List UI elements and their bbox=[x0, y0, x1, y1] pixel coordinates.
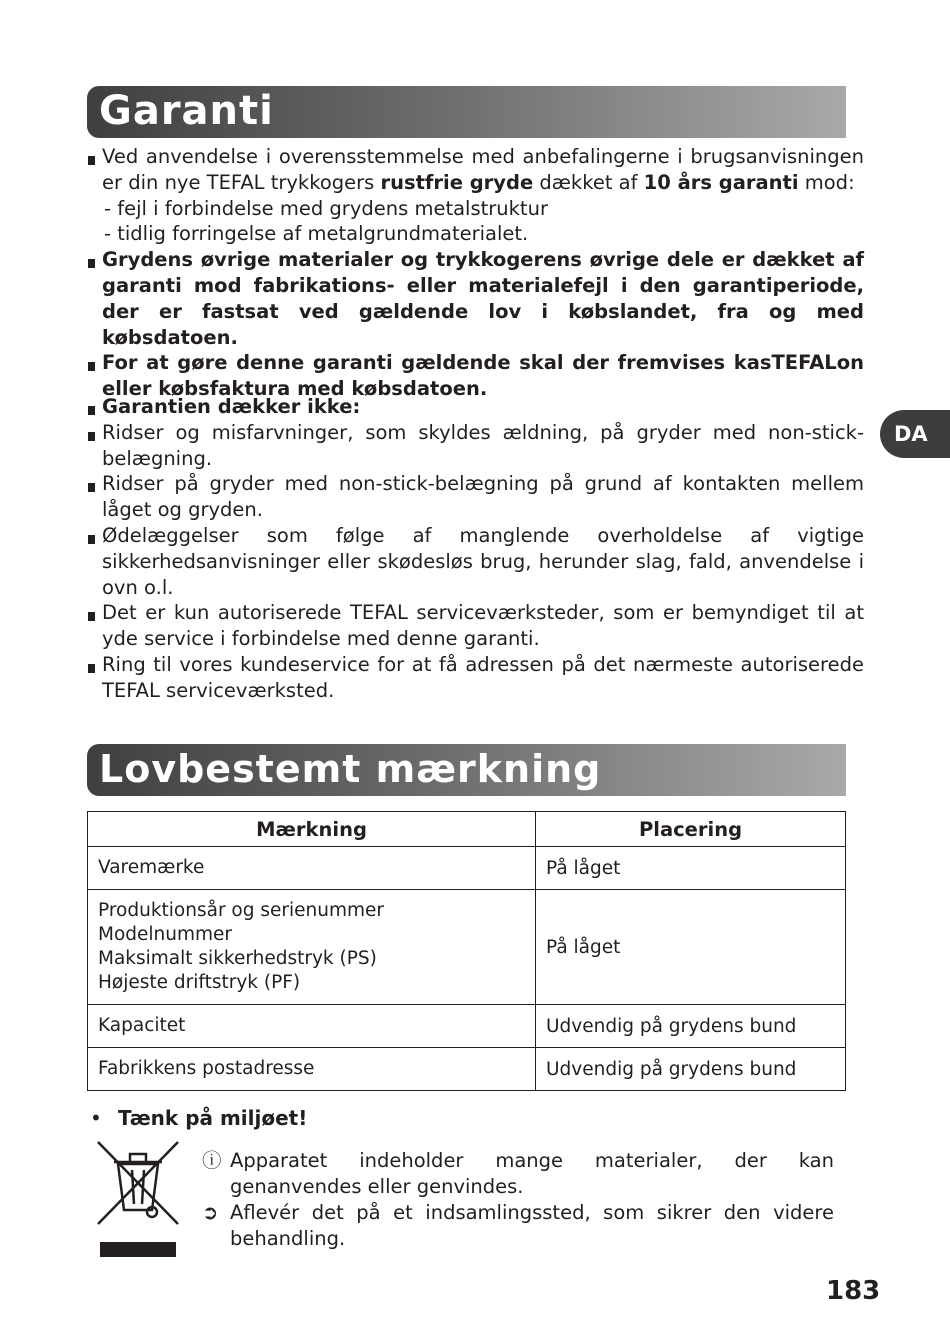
list-item bbox=[86, 144, 864, 247]
warranty-list bbox=[86, 144, 864, 402]
exclusion-text: Ring til vores kundeservice for at få adressen på det nærmeste autoriserede TEFAL serviceværksted. bbox=[102, 652, 864, 702]
exclusion-text: Ridser på gryder med non-stick-belægning på grund af kontakten mellem låget og gryden. bbox=[102, 472, 864, 522]
warranty-text-1b: rustfrie gryde bbox=[380, 170, 534, 194]
crossed-out-wheelie-bin-icon bbox=[96, 1140, 182, 1260]
square-bullet-icon bbox=[88, 362, 95, 371]
square-bullet-icon bbox=[88, 406, 95, 415]
square-bullet-icon bbox=[88, 259, 95, 268]
square-bullet-icon bbox=[88, 156, 95, 165]
section-title-garanti: Garanti bbox=[87, 86, 846, 138]
table-cell: På låget bbox=[536, 890, 846, 1005]
exclusion-text: Ridser og misfarvninger, som skyldes ældning, på gryder med non-stick-belægning. bbox=[102, 420, 864, 470]
column-header: Placering bbox=[536, 812, 846, 847]
environment-heading-text: Tænk på miljøet! bbox=[118, 1106, 308, 1130]
list-item bbox=[86, 420, 864, 472]
page-number: 183 bbox=[826, 1276, 881, 1306]
arrow-icon: ➲ bbox=[202, 1201, 219, 1224]
table-cell: Udvendig på grydens bund bbox=[536, 1048, 846, 1091]
warranty-text-3: For at gøre denne garanti gældende skal der fremvises kasTEFALon eller købsfaktura med købsdatoen. bbox=[102, 351, 864, 401]
marking-line: Modelnummer bbox=[98, 924, 233, 945]
exclusion-text: Det er kun autoriserede TEFAL serviceværksteder, som er bemyndiget til at yde service i forbindelse med denne garanti. bbox=[102, 601, 864, 651]
warranty-text-1a: Ved anvendelse i overensstemmelse med anbefalingerne i brugsanvisningen er din nye TEFAL trykkogers bbox=[102, 145, 864, 194]
list-item bbox=[86, 247, 864, 350]
square-bullet-icon bbox=[88, 483, 95, 492]
list-item bbox=[86, 652, 864, 704]
square-bullet-icon bbox=[88, 535, 95, 544]
exclusions-list bbox=[86, 394, 864, 704]
table-cell: Udvendig på grydens bund bbox=[536, 1005, 846, 1048]
list-item bbox=[86, 394, 864, 420]
exclusion-text: Ødelæggelser som følge af manglende overholdelse af vigtige sikkerhedsanvisninger eller skødesløs brug, herunder slag, fald, anvendelse i ovn o.l. bbox=[102, 523, 864, 599]
warranty-subitem: - fejl i forbindelse med grydens metalstruktur bbox=[104, 196, 548, 220]
table-cell: På låget bbox=[536, 847, 846, 890]
marking-line: Produktionsår og serienummer bbox=[98, 900, 385, 921]
square-bullet-icon bbox=[88, 612, 95, 621]
table-row bbox=[88, 1005, 846, 1048]
table-cell bbox=[88, 1005, 536, 1048]
warranty-text-1e: mod: bbox=[798, 170, 855, 194]
table-cell bbox=[88, 1048, 536, 1091]
square-bullet-icon bbox=[88, 432, 95, 441]
table-row bbox=[88, 1048, 846, 1091]
marking-line: Varemærke bbox=[98, 857, 205, 878]
marking-line: Kapacitet bbox=[98, 1015, 186, 1036]
table-header-row bbox=[88, 812, 846, 847]
warranty-text-1d: 10 års garanti bbox=[643, 170, 799, 194]
section-title-marking: Lovbestemt mærkning bbox=[87, 744, 846, 796]
environment-text bbox=[202, 1148, 834, 1252]
environment-line bbox=[202, 1148, 834, 1200]
environment-line bbox=[202, 1200, 834, 1252]
warranty-text-2: Grydens øvrige materialer og trykkogerens øvrige dele er dækket af garanti mod fabrikations- eller materialefejl i den garantiperiode, der er fastsat ved gældende lov i købslandet, fra og med købsdatoen. bbox=[102, 248, 864, 349]
warranty-text-1c: dækket af bbox=[533, 170, 644, 194]
square-bullet-icon bbox=[88, 664, 95, 673]
exclusions-title: Garantien dækker ikke: bbox=[102, 395, 361, 418]
warranty-subitem: - tidlig forringelse af metalgrundmaterialet. bbox=[104, 222, 529, 246]
marking-line: Højeste driftstryk (PF) bbox=[98, 972, 301, 993]
list-item bbox=[86, 523, 864, 600]
table-row bbox=[88, 847, 846, 890]
bullet-dot: • bbox=[90, 1106, 102, 1130]
table-cell bbox=[88, 890, 536, 1005]
column-header: Mærkning bbox=[88, 812, 536, 847]
list-item bbox=[86, 600, 864, 652]
table-cell bbox=[88, 847, 536, 890]
marking-line: Maksimalt sikkerhedstryk (PS) bbox=[98, 948, 377, 969]
marking-line: Fabrikkens postadresse bbox=[98, 1058, 315, 1079]
environment-line-text: Apparatet indeholder mange materialer, der kan genanvendes eller genvindes. bbox=[230, 1149, 834, 1198]
table-row bbox=[88, 890, 846, 1005]
marking-table bbox=[87, 811, 846, 1091]
list-item bbox=[86, 471, 864, 523]
environment-line-text: Aflevér det på et indsamlingssted, som sikrer den videre behandling. bbox=[230, 1201, 834, 1250]
language-tab: DA bbox=[880, 410, 950, 458]
environment-heading bbox=[90, 1106, 307, 1130]
info-icon: ⓘ bbox=[202, 1149, 222, 1172]
